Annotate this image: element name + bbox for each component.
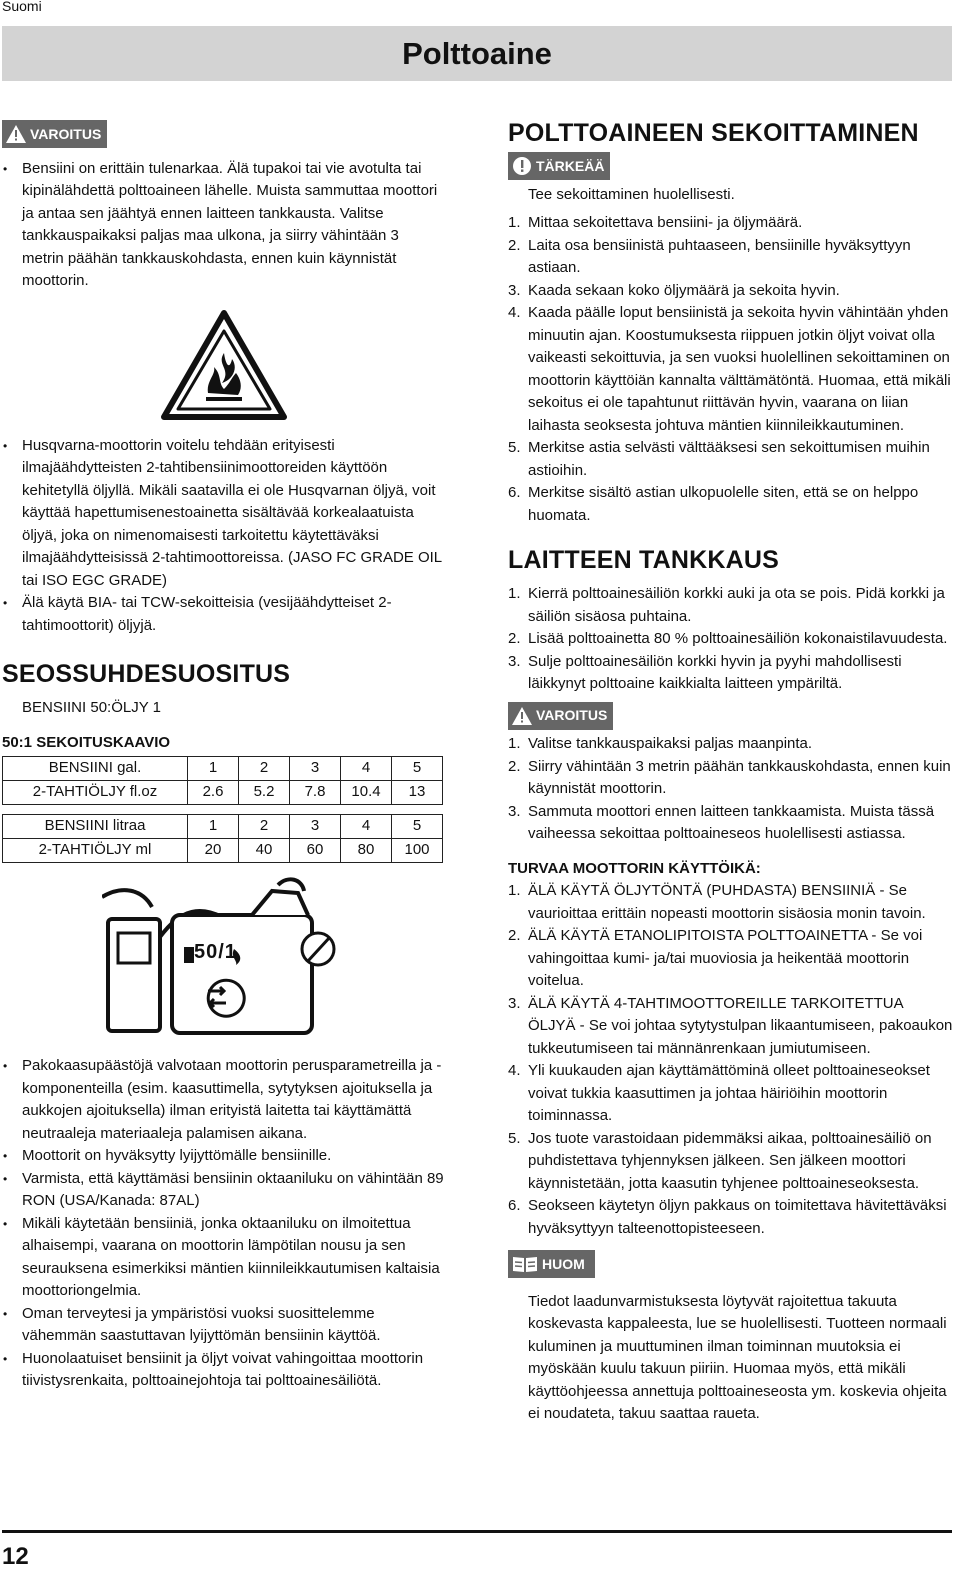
important-badge	[508, 152, 610, 180]
table-cell: 4	[341, 757, 392, 781]
warning-label: VAROITUS	[30, 125, 102, 142]
list-item: 6. Merkitse sisältö astian ulkopuolelle siten, että se on helppo huomata.	[508, 484, 919, 524]
warning-badge	[2, 120, 107, 148]
list-item: 4. Kaada päälle loput bensiinistä ja sekoita hyvin vähintään yhden minuutin ajan. Koostumuksesta riippuen jotkin öljyt voivat olla vaikeasti sekoittuvia, ja sen vuoksi huolellinen sekoittaminen on moottorin käyttöiän kannalta välttämätöntä. Huomaa, että mikäli sekoitus ei ole tapahtunut riittävän hyvin, vaarana on liian laihasta seoksesta johtuva mäntien kiinnileikkautuminen.	[508, 304, 951, 434]
mix-heading: SEOSSUHDESUOSITUS	[2, 660, 291, 688]
table-cell: 2	[239, 815, 290, 839]
table-cell: 40	[239, 839, 290, 863]
oil-list	[2, 435, 444, 638]
table-cell: BENSIINI litraa	[3, 815, 188, 839]
table-cell: 2.6	[188, 781, 239, 805]
table-cell: 20	[188, 839, 239, 863]
list-item: • Mikäli käytetään bensiiniä, jonka oktaaniluku on ilmoitettua alhaisempi, vaarana on moottorin lämpötilan nousu ja sen seurauksena esimerkiksi mäntien kiinnileikkautumisen kaltaisia moottoriongelmia.	[2, 1213, 444, 1303]
table-cell: 3	[290, 815, 341, 839]
table-cell: 7.8	[290, 781, 341, 805]
list-item: 3. Sulje polttoainesäiliön korkki hyvin ja pyyhi mahdollisesti läikkynyt polttoaine kaikkialta laitteen ympäriltä.	[508, 652, 902, 692]
list-item: 2. Lisää polttoainetta 80 % polttoainesäiliön kokonaistilavuudesta.	[508, 630, 948, 647]
table-row	[3, 815, 443, 839]
table-cell: 4	[341, 815, 392, 839]
warning-triangle-icon	[510, 705, 534, 727]
list-item: 3. Kaada sekaan koko öljymäärä ja sekoita hyvin.	[508, 281, 840, 299]
table-cell: 10.4	[341, 781, 392, 805]
table-cell: 2-TAHTIÖLJY fl.oz	[3, 781, 188, 805]
fueling-heading: LAITTEEN TANKKAUS	[508, 546, 779, 574]
list-item: 5. Jos tuote varastoidaan pidemmäksi aikaa, polttoainesäiliö on puhdistettava tyhjennyksen jälkeen. Sen jälkeen moottori käynnistetään, jotta kaasutin tyhjenee polttoaineseoksesta.	[508, 1129, 932, 1192]
list-item: • Oman terveytesi ja ympäristösi vuoksi suosittelemme vähemmän saastuttavan lyijyttömän bensiinin käyttöä.	[2, 1303, 444, 1348]
list-item: 2. Laita osa bensiinistä puhtaaseen, bensiinille hyväksyttyyn astiaan.	[508, 236, 911, 276]
mix-table-metric	[2, 814, 443, 863]
footer-divider	[2, 1530, 952, 1533]
page-number: 12	[2, 1543, 29, 1570]
list-item: • Älä käytä BIA- tai TCW-sekoitteisia (vesijäähdytteiset 2-tahtimoottorit) öljyjä.	[2, 592, 444, 637]
left-column	[2, 120, 444, 1393]
table-cell: 5	[392, 757, 443, 781]
warning-triangle-icon	[4, 123, 28, 145]
table-cell: 80	[341, 839, 392, 863]
engine-heading: TURVAA MOOTTORIN KÄYTTÖIKÄ:	[508, 859, 761, 877]
note-label: HUOM	[542, 1255, 585, 1272]
table-cell: 100	[392, 839, 443, 863]
table-row	[3, 757, 443, 781]
mix-table-us	[2, 756, 443, 805]
important-label: TÄRKEÄÄ	[536, 157, 605, 174]
warning-list	[2, 158, 444, 293]
table-cell: 5	[392, 815, 443, 839]
list-item: • Pakokaasupäästöjä valvotaan moottorin perusparametreilla ja -komponenteilla (esim. kaasuttimella, sytytyksen ajoituksella ja aukkojen ajoituksella) ilman erityistä laitetta tai käyttämättä neutraaleja materiaaleja palamisen aikana.	[2, 1055, 444, 1145]
list-item: 1. Mittaa sekoitettava bensiini- ja öljymäärä.	[508, 214, 803, 231]
language-label: Suomi	[2, 0, 42, 14]
warning-steps	[508, 733, 953, 846]
list-item: • Moottorit on hyväksytty lyijyttömälle bensiinille.	[2, 1145, 444, 1168]
warning-label: VAROITUS	[536, 707, 608, 724]
right-column	[508, 120, 953, 1426]
page-title: Polttoaine	[402, 36, 552, 71]
mixing-steps	[508, 212, 953, 527]
warning-badge	[508, 702, 613, 730]
list-item: 2. ÄLÄ KÄYTÄ ETANOLIPITOISTA POLTTOAINETTA - Se voi vahingoittaa kumi- ja/tai muoviosia ja heikentää moottorin voitelua.	[508, 927, 923, 989]
table-cell: 1	[188, 757, 239, 781]
list-item: 1. ÄLÄ KÄYTÄ ÖLJYTÖNTÄ (PUHDASTA) BENSIINIÄ - Se vaurioittaa erittäin nopeasti moottorin sisäosia monin tavoin.	[508, 882, 926, 922]
mixing-heading: POLTTOAINEEN SEKOITTAMINEN	[508, 119, 919, 147]
list-item: 5. Merkitse astia selvästi välttääksesi sen sekoittumisen muihin astioihin.	[508, 439, 930, 479]
fueling-steps	[508, 583, 953, 696]
list-item: • Bensiini on erittäin tulenarkaa. Älä tupakoi tai vie avotulta tai kipinälähdettä polttoaineen lähelle. Muista sammuttaa moottori ja antaa sen jäähtyä ennen laitteen tankkausta. Valitse tankkauspaikaksi paljas maa ulkona, ja siirry vähintään 3 metrin päähän tankkauskohdasta, ennen kuin käynnistät moottorin.	[2, 158, 444, 293]
table-cell: 2	[239, 757, 290, 781]
mix-ratio: BENSIINI 50:ÖLJY 1	[22, 699, 161, 716]
important-text: Tee sekoittaminen huolellisesti.	[528, 185, 735, 203]
table-cell: 5.2	[239, 781, 290, 805]
list-item: 6. Seokseen käytetyn öljyn pakkaus on toimitettava hävitettäväksi hyväksyttyyn talteenottopisteeseen.	[508, 1197, 947, 1237]
table-cell: 3	[290, 757, 341, 781]
flammable-warning-sign	[160, 309, 288, 421]
list-item: 4. Yli kuukauden ajan käyttämättöminä olleet polttoaineseokset voivat tukkia kaasuttimen ja johtaa häiriöihin moottorin toiminnassa.	[508, 1062, 930, 1124]
list-item: 3. Sammuta moottori ennen laitteen tankkaamista. Muista tässä vaiheessa sekoittaa polttoaineseos huolellisesti astiassa.	[508, 802, 935, 842]
emissions-list	[2, 1055, 444, 1393]
table-cell: BENSIINI gal.	[3, 757, 188, 781]
table-cell: 2-TAHTIÖLJY ml	[3, 839, 188, 863]
list-item: • Husqvarna-moottorin voitelu tehdään erityisesti ilmajäähdytteisten 2-tahtibensiinimoottoreiden käyttöön kehitetyllä öljyllä. Mikäli saatavilla ei ole Husqvarnan öljyä, voit käyttää hapettumisenestoainetta sisältävää korkealaatuista öljyä, joka on nimenomaisesti tarkoitettu käytettäväksi ilmajäähdytteisissä 2-tahtimoottoreissa. (JASO FC GRADE OIL tai ISO EGC GRADE)	[2, 435, 444, 593]
chart-heading: 50:1 SEKOITUSKAAVIO	[2, 733, 171, 751]
note-text: Tiedot laadunvarmistuksesta löytyvät rajoitettua takuuta koskevasta kappaleesta, lue se huolellisesti. Tuotteen normaali kuluminen ja muuttuminen ilman toiminnan muutoksia ei myöskään kuulu takuun piiriin. Huomaa myös, että mikäli käyttöohjeessa annettuja polttoaineseosta ym. koskevia ohjeita ei noudateta, takuu saattaa raueta.	[528, 1292, 947, 1422]
engine-steps	[508, 880, 953, 1240]
title-bar	[2, 26, 952, 81]
list-item: 2. Siirry vähintään 3 metrin päähän tankkauskohdasta, ennen kuin käynnistät moottorin.	[508, 757, 951, 797]
book-icon	[510, 1253, 540, 1275]
can-ratio-label: 50/1	[194, 941, 237, 963]
table-cell: 60	[290, 839, 341, 863]
list-item: 1. Kierrä polttoainesäiliön korkki auki ja ota se pois. Pidä korkki ja säiliön sisäosa puhtaina.	[508, 585, 945, 625]
table-row	[3, 781, 443, 805]
list-item: 1. Valitse tankkauspaikaksi paljas maanpinta.	[508, 735, 813, 752]
list-item: • Varmista, että käyttämäsi bensiinin oktaaniluku on vähintään 89 RON (USA/Kanada: 87AL)	[2, 1168, 444, 1213]
list-item: • Huonolaatuiset bensiinit ja öljyt voivat vahingoittaa moottorin tiivistysrenkaita, polttoainejohtoja tai polttoainesäiliötä.	[2, 1348, 444, 1393]
note-badge	[508, 1250, 595, 1278]
fuel-can-illustration	[102, 877, 352, 1037]
list-item: 3. ÄLÄ KÄYTÄ 4-TAHTIMOOTTOREILLE TARKOITETTUA ÖLJYÄ - Se voi johtaa sytytystulpan likaantumiseen, pakoaukon tukkeutumiseen tai männänrenkaan jumiutumiseen.	[508, 994, 953, 1057]
exclamation-icon	[510, 155, 534, 177]
table-cell: 1	[188, 815, 239, 839]
table-cell: 13	[392, 781, 443, 805]
table-row	[3, 839, 443, 863]
